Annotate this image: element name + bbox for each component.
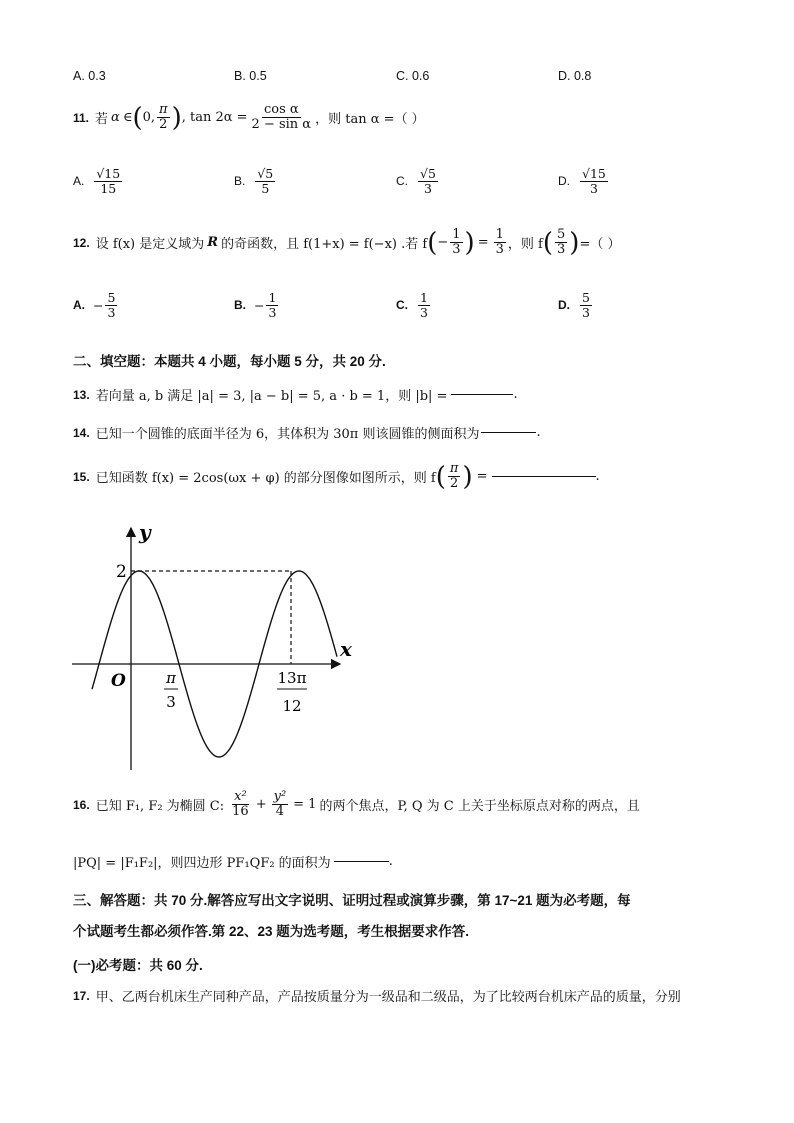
q12-text-4: =（ ） xyxy=(579,237,621,253)
subsection-required: (一)必考题：共 60 分. xyxy=(73,958,203,973)
q16-stem: 16. 已知 F₁, F₂ 为椭圆 C: $\frac{\text{x²}}{16}$ + $\frac{\text{y²}}{4}$ = 1 的两个焦点，P, Q 为 C 上关于坐标原点对称的两点，且 xyxy=(73,789,640,820)
tick1-numerator: π xyxy=(166,669,176,687)
q13-text: 若向量 a, b 满足 |a| = 3, |a − b| = 5, a · b = 1，则 |b| = xyxy=(95,389,448,404)
q10-option-c: C. 0.6 xyxy=(396,69,430,83)
q17-text: 甲、乙两台机床生产同种产品，产品按质量分为一级品和二级品，为了比较两台机床产品的质量，分别 xyxy=(95,990,681,1005)
q13-number: 13. xyxy=(73,387,90,402)
section-2-heading: 二、填空题：本题共 4 小题，每小题 5 分，共 20 分. xyxy=(73,354,386,369)
q11-fraction: $\frac{\text{cos α}}{\text{2 − sin α}}$ xyxy=(251,102,312,133)
q10-option-b: B. 0.5 xyxy=(234,69,267,83)
q15-text: 已知函数 f(x) = 2cos(ωx + φ) 的部分图像如图所示，则 f xyxy=(95,471,436,487)
q12-option-c: C. $\frac{1}{3}$ xyxy=(396,290,428,320)
q11-suffix: ，则 tan α =（ ） xyxy=(315,112,425,128)
q11-option-b: B. $\frac{√5}{5}$ xyxy=(234,166,274,196)
q16-plus: + xyxy=(255,797,267,813)
q12-text-3: ，则 f xyxy=(507,237,543,253)
q12-number: 12. xyxy=(73,235,90,250)
tick2-numerator: 13π xyxy=(277,669,307,687)
q14-answer-blank[interactable] xyxy=(481,432,536,433)
tick2-denominator: 12 xyxy=(282,697,302,715)
q11-option-d: D. $\frac{√15}{3}$ xyxy=(558,166,606,196)
q12-domain-r: R xyxy=(207,235,219,251)
q16-eq: = 1 xyxy=(293,797,317,813)
section-3-heading-line-1: 三、解答题：共 70 分.解答应写出文字说明、证明过程或演算步骤，第 17~21 题为必考题，每 xyxy=(73,893,631,908)
q11-number: 11. xyxy=(73,110,90,125)
q12-eq: = xyxy=(477,235,489,251)
q16-answer-blank[interactable] xyxy=(334,861,389,862)
q11-stem: 11. 若 α ∈ ( 0, $\frac{\pi}{2}$ ) , tan 2α = $\frac{\text{cos α}}{\text{2 − sin α}}$ ，则 tan α =（ ） xyxy=(73,102,425,133)
q14-text: 已知一个圆锥的底面半径为 6，其体积为 30π 则该圆锥的侧面积为 xyxy=(95,427,480,442)
q13-answer-blank[interactable] xyxy=(451,394,513,395)
q14-number: 14. xyxy=(73,425,90,440)
q11-option-a: A. $\frac{√15}{15}$ xyxy=(73,166,121,196)
origin-label: O xyxy=(111,671,126,691)
q15-stem: 15. 已知函数 f(x) = 2cos(ωx + φ) 的部分图像如图所示，则 f ( $\frac{\pi}{2}$ ) = . xyxy=(73,461,600,492)
q12-option-b: B. − $\frac{1}{3}$ xyxy=(234,290,277,320)
tick1-denominator: 3 xyxy=(166,693,176,711)
q11-interval-fraction: $\frac{\pi}{2}$ xyxy=(159,102,168,133)
q10-option-a: A. 0.3 xyxy=(73,69,106,83)
cosine-curve xyxy=(92,571,337,757)
q12-text-2: 的奇函数，且 f(1+x) = f(−x) .若 f xyxy=(221,237,428,253)
q15-answer-blank[interactable] xyxy=(492,476,596,477)
q16-line-2 xyxy=(73,852,393,871)
q10-option-d: D. 0.8 xyxy=(558,69,592,83)
q17-stem xyxy=(73,986,681,1005)
q15-eq: = xyxy=(476,469,488,485)
q13-end: . xyxy=(513,387,518,402)
q11-prefix: 若 xyxy=(95,112,109,128)
section-3-heading-line-2: 个试题考生都必须作答.第 22、23 题为选考题，考生根据要求作答. xyxy=(73,924,470,939)
q11-condition: , tan 2α = xyxy=(181,110,248,126)
q14-stem xyxy=(73,423,541,442)
q12-option-d: D. $\frac{5}{3}$ xyxy=(558,290,590,320)
q16-text-2: 的两个焦点，P, Q 为 C 上关于坐标原点对称的两点，且 xyxy=(319,799,640,815)
q17-number: 17. xyxy=(73,988,90,1003)
q13-stem xyxy=(73,385,518,404)
q12-option-a: A. − $\frac{5}{3}$ xyxy=(73,290,116,320)
q14-end: . xyxy=(536,425,541,440)
q16-text-1: 已知 F₁, F₂ 为椭圆 C: xyxy=(95,799,225,815)
q11-option-c: C. $\frac{√5}{3}$ xyxy=(396,166,436,196)
x-axis-label: x xyxy=(340,637,352,661)
q15-end: . xyxy=(595,469,600,485)
y-axis-label: y xyxy=(139,520,151,544)
q16-number: 16. xyxy=(73,797,90,812)
q16-text-3: |PQ| = |F₁F₂|，则四边形 PF₁QF₂ 的面积为 xyxy=(73,856,331,871)
q16-end: . xyxy=(388,854,393,869)
y-tick-label: 2 xyxy=(116,562,127,582)
q12-stem: 12. 设 f(x) 是定义域为 R 的奇函数，且 f(1+x) = f(−x) .若 f ( − $\frac{1}{3}$ ) = $\frac{1}{3}$ ，则 f ( $\frac{5}{3}$ ) =（ ） xyxy=(73,227,621,258)
q15-number: 15. xyxy=(73,469,90,484)
q12-text-1: 设 f(x) 是定义域为 xyxy=(95,237,205,253)
